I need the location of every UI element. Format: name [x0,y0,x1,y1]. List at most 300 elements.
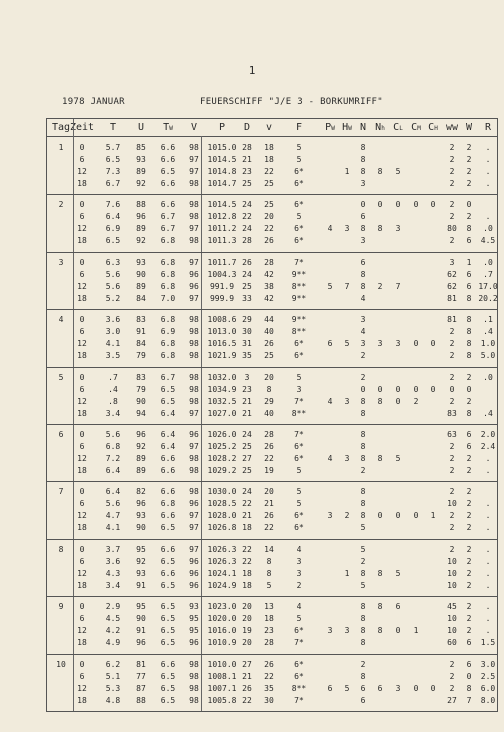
day-block [47,194,497,251]
cell-zeit: 18 [77,523,87,533]
cell-v: 96 [189,269,199,279]
cell-r: 3.0 [480,659,496,669]
cell-pw: 6 [327,683,333,693]
cell-tw: 6.6 [160,200,176,210]
cell-u: 93 [136,568,146,578]
day-block [47,137,497,194]
cell-u: 84 [136,293,146,303]
day-block [47,424,497,481]
cell-hw: 2 [344,511,350,521]
day-block [47,539,497,596]
cell-v: 95 [189,626,199,636]
cell-t: 4.8 [105,695,121,705]
cell-n: 8 [360,281,366,291]
table-row [47,326,497,337]
cell-tw: 6.5 [160,167,176,176]
cell-f: 5 [296,372,302,382]
table-row [47,441,497,452]
cell-tag: 4 [58,315,64,325]
cell-cl: 5 [395,568,401,578]
day-separator [47,596,497,597]
cell-tw: 6.8 [160,257,176,267]
column-header-label: F [295,122,303,133]
cell-w: 7 [466,695,472,705]
cell-zeit: 0 [79,659,85,669]
cell-vv: 40 [264,408,274,418]
cell-d: 24 [242,269,252,279]
cell-f: 8** [291,408,307,418]
cell-f: 6* [294,200,304,210]
cell-zeit: 12 [77,568,87,578]
cell-ch: 0 [430,339,436,349]
cell-d: 20 [242,638,252,648]
cell-t: 6.8 [105,442,121,451]
cell-hw: 5 [344,683,350,693]
cell-cl: 0 [395,384,401,394]
cell-f: 9** [291,293,307,303]
cell-n: 6 [360,695,366,705]
cell-v: 98 [189,351,199,361]
cell-t: 7.3 [105,167,121,176]
cell-vv: 38 [264,281,274,291]
table-row [47,384,497,395]
cell-zeit: 0 [79,372,85,382]
cell-u: 92 [136,236,146,246]
cell-f: 7* [294,638,304,648]
header-date: 1978 JANUAR [62,97,125,107]
cell-v: 97 [189,224,199,234]
cell-d: 20 [242,614,252,624]
cell-n: 0 [360,384,366,394]
cell-tag: 1 [58,143,64,152]
cell-w: 2 [466,499,472,509]
cell-r: . [485,466,491,475]
cell-vv: 22 [264,454,274,463]
cell-f: 6* [294,511,304,521]
cell-w: 2 [466,167,472,176]
cell-hw: 1 [344,568,350,578]
cell-v: 98 [189,212,199,222]
cell-tag: 10 [56,659,66,669]
cell-p: 1016.5 [207,339,237,349]
cell-d: 3 [244,372,250,382]
cell-vv: 28 [264,430,274,439]
cell-r: . [485,179,491,188]
cell-p: 1024.9 [207,580,237,590]
column-header-ch [428,122,438,133]
cell-p: 1028.0 [207,511,237,521]
cell-u: 90 [136,614,146,624]
cell-vv: 26 [264,339,274,349]
cell-hw: 3 [344,396,350,406]
cell-vv: 21 [264,499,274,509]
cell-u: 93 [136,155,146,164]
cell-t: 4.3 [105,568,121,578]
cell-r: . [485,626,491,636]
cell-tw: 6.6 [160,487,176,497]
cell-ww: 27 [447,695,457,705]
cell-v: 98 [189,315,199,325]
column-header-label: W [465,122,473,133]
cell-d: 22 [242,499,252,509]
cell-ww: 2 [449,442,455,451]
cell-d: 30 [242,327,252,337]
cell-vv: 26 [264,236,274,246]
cell-zeit: 12 [77,396,87,406]
cell-pw: 3 [327,626,333,636]
cell-zeit: 18 [77,466,87,475]
table-row [47,659,497,670]
day-block [47,309,497,366]
column-header-d [244,122,250,133]
cell-pw: 5 [327,281,333,291]
cell-tag: 6 [58,430,64,439]
cell-n: 6 [360,257,366,267]
cell-tw: 6.8 [160,269,176,279]
cell-cl: 0 [395,626,401,636]
cell-t: 6.3 [105,257,121,267]
cell-f: 7* [294,695,304,705]
cell-zeit: 18 [77,408,87,418]
cell-v: 98 [189,327,199,337]
cell-t: 4.1 [105,523,121,533]
column-header-label: C [428,122,435,133]
cell-d: 28 [242,143,252,152]
cell-p: 1013.0 [207,327,237,337]
cell-n: 3 [360,179,366,188]
cell-u: 95 [136,544,146,554]
cell-u: 88 [136,200,146,210]
cell-n: 8 [360,224,366,234]
cell-n: 0 [360,200,366,210]
cell-w: 2 [466,614,472,624]
cell-n: 8 [360,499,366,509]
cell-tw: 6.5 [160,638,176,648]
cell-zeit: 12 [77,683,87,693]
cell-v: 97 [189,155,199,164]
cell-tw: 6.8 [160,351,176,361]
cell-u: 89 [136,167,146,176]
cell-tag: 3 [58,257,64,267]
cell-cl: 3 [395,224,401,234]
table-row [47,671,497,682]
cell-f: 9** [291,269,307,279]
cell-zeit: 0 [79,544,85,554]
cell-nh: 0 [377,384,383,394]
table-row [47,199,497,210]
cell-t: 2.9 [105,602,121,612]
cell-t: 3.7 [105,544,121,554]
cell-ch: 0 [430,683,436,693]
cell-u: 95 [136,602,146,612]
table-row [47,556,497,567]
cell-vv: 20 [264,212,274,222]
cell-nh: 0 [377,511,383,521]
cell-tw: 6.7 [160,212,176,222]
column-header-label: V [190,122,198,133]
cell-pw: 4 [327,224,333,234]
cell-zeit: 6 [79,384,85,394]
cell-p: 1021.9 [207,351,237,361]
cell-tw: 6.5 [160,396,176,406]
cell-ww: 0 [449,384,455,394]
cell-n: 8 [360,155,366,164]
cell-f: 5 [296,143,302,152]
cell-ww: 2 [449,523,455,533]
table-row [47,429,497,440]
cell-n: 2 [360,372,366,382]
cell-ww: 2 [449,372,455,382]
cell-tw: 6.5 [160,384,176,394]
cell-p: 1027.0 [207,408,237,418]
cell-w: 6 [466,281,472,291]
cell-zeit: 18 [77,179,87,188]
cell-d: 21 [242,511,252,521]
column-header-row [47,119,497,137]
cell-tw: 6.5 [160,626,176,636]
table-row [47,281,497,292]
header-title: FEUERSCHIFF "J/E 3 - BORKUMRIFF" [200,97,383,107]
column-header-subscript: W [331,125,335,132]
column-header-label: H [342,122,349,133]
cell-v: 98 [189,179,199,188]
cell-w: 2 [466,372,472,382]
cell-ww: 45 [447,602,457,612]
cell-w: 8 [466,351,472,361]
column-header-label: N [375,122,382,133]
cell-v: 98 [189,659,199,669]
cell-t: 3.0 [105,327,121,337]
day-block [47,252,497,309]
cell-w: 2 [466,580,472,590]
day-separator [47,309,497,310]
cell-vv: 40 [264,327,274,337]
cell-p: 1005.8 [207,695,237,705]
cell-f: 8** [291,281,307,291]
cell-p: 999.9 [209,293,235,303]
table-row [47,178,497,189]
cell-f: 3 [296,568,302,578]
cell-zeit: 12 [77,224,87,234]
cell-tw: 6.8 [160,339,176,349]
cell-p: 1008.1 [207,671,237,681]
cell-v: 98 [189,236,199,246]
cell-ww: 2 [449,167,455,176]
cell-n: 8 [360,626,366,636]
cell-r: . [485,143,491,152]
cell-r: 2.4 [480,442,496,451]
cell-tw: 6.5 [160,671,176,681]
cell-tw: 6.4 [160,430,176,439]
cell-w: 6 [466,659,472,669]
cell-vv: 13 [264,602,274,612]
cell-w: 0 [466,200,472,210]
day-separator [47,194,497,195]
cell-d: 22 [242,695,252,705]
cell-t: 6.4 [105,212,121,222]
cell-u: 89 [136,454,146,463]
cell-t: .4 [108,384,118,394]
column-header-v [191,122,197,133]
cell-r: . [485,544,491,554]
cell-n: 8 [360,568,366,578]
cell-f: 4 [296,544,302,554]
cell-tw: 6.4 [160,442,176,451]
cell-hw: 5 [344,339,350,349]
cell-v: 97 [189,511,199,521]
cell-tw: 6.6 [160,659,176,669]
cell-tw: 6.5 [160,580,176,590]
cell-f: 5 [296,499,302,509]
cell-tw: 6.5 [160,602,176,612]
cell-u: 91 [136,626,146,636]
cell-u: 96 [136,212,146,222]
cell-d: 25 [242,442,252,451]
cell-t: 5.6 [105,499,121,509]
cell-ww: 2 [449,454,455,463]
cell-f: 9** [291,315,307,325]
cell-w: 2 [466,396,472,406]
cell-t: 5.6 [105,430,121,439]
cell-ww: 2 [449,143,455,152]
cell-n: 8 [360,671,366,681]
cell-n: 8 [360,269,366,279]
cell-v: 96 [189,556,199,566]
cell-vv: 42 [264,293,274,303]
cell-t: 4.9 [105,638,121,648]
cell-zeit: 6 [79,556,85,566]
column-header-label: P [325,122,332,133]
cell-d: 24 [242,487,252,497]
cell-n: 8 [360,511,366,521]
table-row [47,522,497,533]
cell-zeit: 18 [77,293,87,303]
table-row [47,601,497,612]
cell-cl: 0 [395,511,401,521]
cell-d: 27 [242,659,252,669]
cell-f: 6* [294,626,304,636]
table-row [47,154,497,165]
cell-ww: 10 [447,499,457,509]
cell-f: 7* [294,257,304,267]
cell-f: 5 [296,466,302,475]
cell-zeit: 0 [79,430,85,439]
cell-d: 21 [242,408,252,418]
cell-u: 83 [136,315,146,325]
cell-ww: 10 [447,556,457,566]
cell-r: 1.5 [480,638,496,648]
cell-tw: 6.6 [160,544,176,554]
cell-d: 25 [242,281,252,291]
cell-f: 6* [294,671,304,681]
cell-vv: 26 [264,442,274,451]
cell-v: 96 [189,281,199,291]
cell-r: . [485,556,491,566]
cell-d: 29 [242,315,252,325]
cell-ww: 83 [447,408,457,418]
cell-zeit: 6 [79,212,85,222]
table-row [47,269,497,280]
cell-tw: 6.5 [160,683,176,693]
cell-ww: 2 [449,487,455,497]
cell-zeit: 0 [79,487,85,497]
column-header-nh [375,122,385,133]
cell-t: 6.4 [105,466,121,475]
cell-t: 3.4 [105,580,121,590]
day-separator [47,252,497,253]
table-row [47,211,497,222]
cell-t: 6.5 [105,236,121,246]
cell-vv: 18 [264,614,274,624]
column-header-w [466,122,472,133]
cell-f: 6* [294,339,304,349]
cell-zeit: 6 [79,671,85,681]
cell-u: 87 [136,683,146,693]
cell-r: . [485,212,491,222]
column-header-label: ww [445,122,459,133]
cell-v: 97 [189,408,199,418]
cell-r: 5.0 [480,351,496,361]
cell-f: 6* [294,523,304,533]
cell-t: 6.2 [105,659,121,669]
cell-nh: 8 [377,396,383,406]
table-row [47,498,497,509]
cell-vv: 25 [264,179,274,188]
column-header-label: D [243,122,251,133]
cell-r: . [485,523,491,533]
cell-tw: 6.6 [160,179,176,188]
table-row [47,338,497,349]
cell-vv: 25 [264,200,274,210]
cell-ww: 2 [449,339,455,349]
cell-u: 84 [136,339,146,349]
day-separator [47,654,497,655]
cell-d: 24 [242,430,252,439]
cell-t: 6.4 [105,487,121,497]
cell-ww: 60 [447,638,457,648]
cell-p: 1011.3 [207,236,237,246]
column-header-cl [393,122,403,133]
cell-r: .0 [483,372,493,382]
cell-u: 77 [136,671,146,681]
cell-v: 96 [189,499,199,509]
cell-cm: 0 [413,511,419,521]
cell-w: 6 [466,236,472,246]
cell-f: 8** [291,327,307,337]
cell-u: 93 [136,257,146,267]
table-row [47,257,497,268]
day-separator [47,367,497,368]
cell-w: 8 [466,315,472,325]
cell-d: 35 [242,351,252,361]
cell-p: 1034.9 [207,384,237,394]
column-header-label: P [218,122,226,133]
cell-u: 90 [136,523,146,533]
cell-vv: 8 [266,568,272,578]
cell-v: 96 [189,580,199,590]
cell-ww: 81 [447,293,457,303]
table-row [47,580,497,591]
column-header-n [360,122,366,133]
cell-vv: 25 [264,351,274,361]
cell-n: 2 [360,351,366,361]
table-row [47,223,497,234]
cell-f: 7* [294,396,304,406]
cell-tw: 6.9 [160,327,176,337]
cell-w: 6 [466,638,472,648]
cell-zeit: 0 [79,602,85,612]
column-header-tag [52,122,70,133]
